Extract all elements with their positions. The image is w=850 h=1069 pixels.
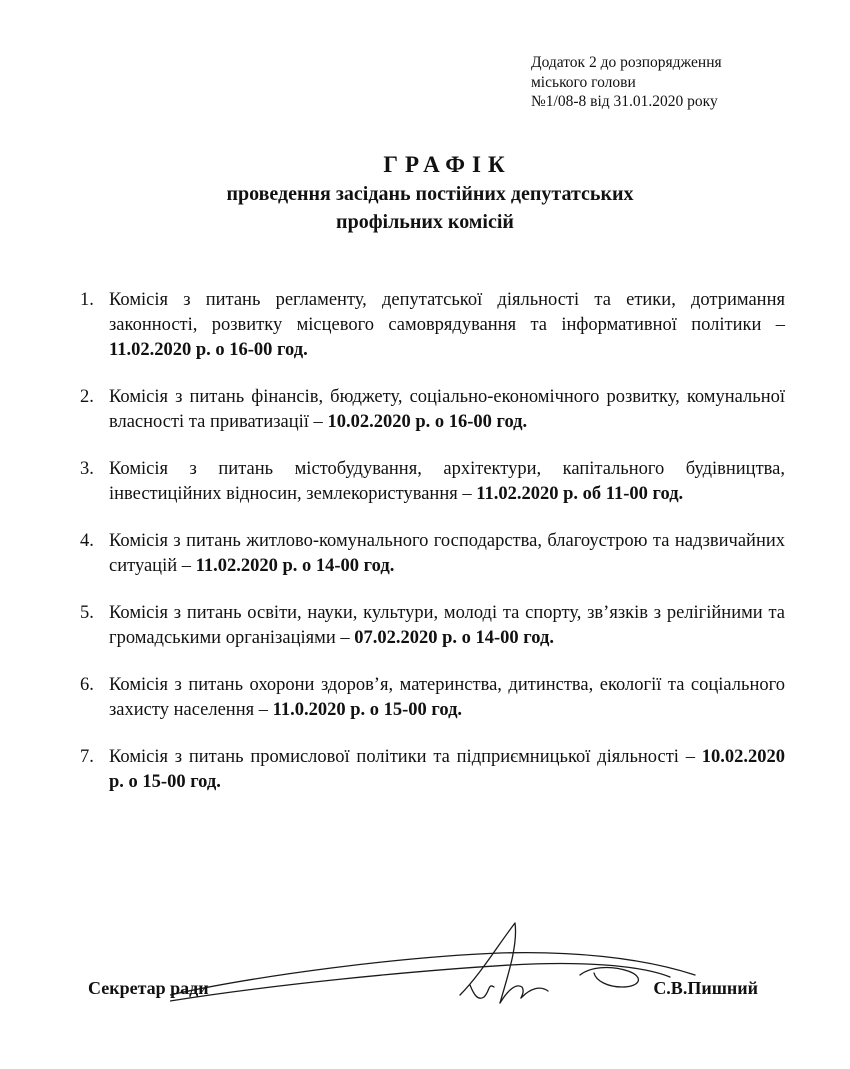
- commission-list: [80, 288, 785, 817]
- annex-line-3: №1/08-8 від 31.01.2020 року: [531, 93, 718, 110]
- list-item: [80, 745, 785, 795]
- item-number: 2.: [80, 387, 94, 407]
- item-number: 3.: [80, 459, 94, 479]
- item-number: 4.: [80, 531, 94, 551]
- list-item: [80, 673, 785, 723]
- item-datetime: 07.02.2020 р. о 14-00 год.: [354, 628, 554, 648]
- item-description: Комісія з питань житлово-комунального господарства, благоустрою та надзвичайних ситуацій –: [109, 531, 785, 576]
- item-datetime: 11.02.2020 р. о 16-00 год.: [109, 340, 308, 360]
- document-title: [0, 150, 850, 236]
- item-number: 7.: [80, 747, 94, 767]
- title-subtitle-line-1: проведення засідань постійних депутатських: [226, 183, 634, 205]
- list-item: [80, 385, 785, 435]
- item-datetime: 11.0.2020 р. о 15-00 год.: [272, 700, 463, 720]
- annex-note: [531, 53, 831, 112]
- item-text: [109, 601, 785, 651]
- item-text: [109, 745, 785, 795]
- signatory-position: Секретар ради: [88, 978, 209, 998]
- item-datetime: 11.02.2020 р. об 11-00 год.: [476, 484, 684, 504]
- item-description: Комісія з питань містобудування, архітектури, капітального будівництва, інвестиційних відносин, землекористування –: [109, 459, 785, 504]
- item-text: [109, 288, 785, 363]
- item-text: [109, 457, 785, 507]
- item-datetime: 10.02.2020 р. о 16-00 год.: [327, 412, 528, 432]
- annex-line-1: Додаток 2 до розпорядження: [531, 54, 722, 71]
- title-subtitle-line-2: профільних комісій: [336, 211, 514, 233]
- item-description: Комісія з питань освіти, науки, культури, молоді та спорту, зв’язків з релігійними та громадськими організаціями –: [109, 603, 785, 648]
- item-number: 1.: [80, 290, 94, 310]
- item-text: [109, 673, 785, 723]
- list-item: [80, 601, 785, 651]
- item-datetime: 10.02.2020 р. о 15-00 год.: [109, 747, 785, 792]
- item-description: Комісія з питань регламенту, депутатської діяльності та етики, дотримання законності, розвитку місцевого самоврядування та інформативної політики –: [109, 290, 785, 335]
- item-text: [109, 529, 785, 579]
- signatory-name: С.В.Пишний: [653, 978, 758, 998]
- item-description: Комісія з питань охорони здоров’я, материнства, дитинства, екології та соціального захисту населення –: [109, 675, 785, 720]
- item-text: [109, 385, 785, 435]
- item-number: 5.: [80, 603, 94, 623]
- item-datetime: 11.02.2020 р. о 14-00 год.: [195, 556, 395, 576]
- list-item: [80, 457, 785, 507]
- annex-line-2: міського голови: [531, 73, 636, 91]
- list-item: [80, 288, 785, 363]
- item-number: 6.: [80, 675, 94, 695]
- list-item: [80, 529, 785, 579]
- signature-row: [88, 978, 758, 1008]
- item-description: Комісія з питань фінансів, бюджету, соціально-економічного розвитку, комунальної власності та приватизації –: [109, 387, 785, 432]
- title-main: ГРАФІК: [383, 152, 512, 177]
- item-description: Комісія з питань промислової політики та підприємницької діяльності –: [109, 747, 702, 767]
